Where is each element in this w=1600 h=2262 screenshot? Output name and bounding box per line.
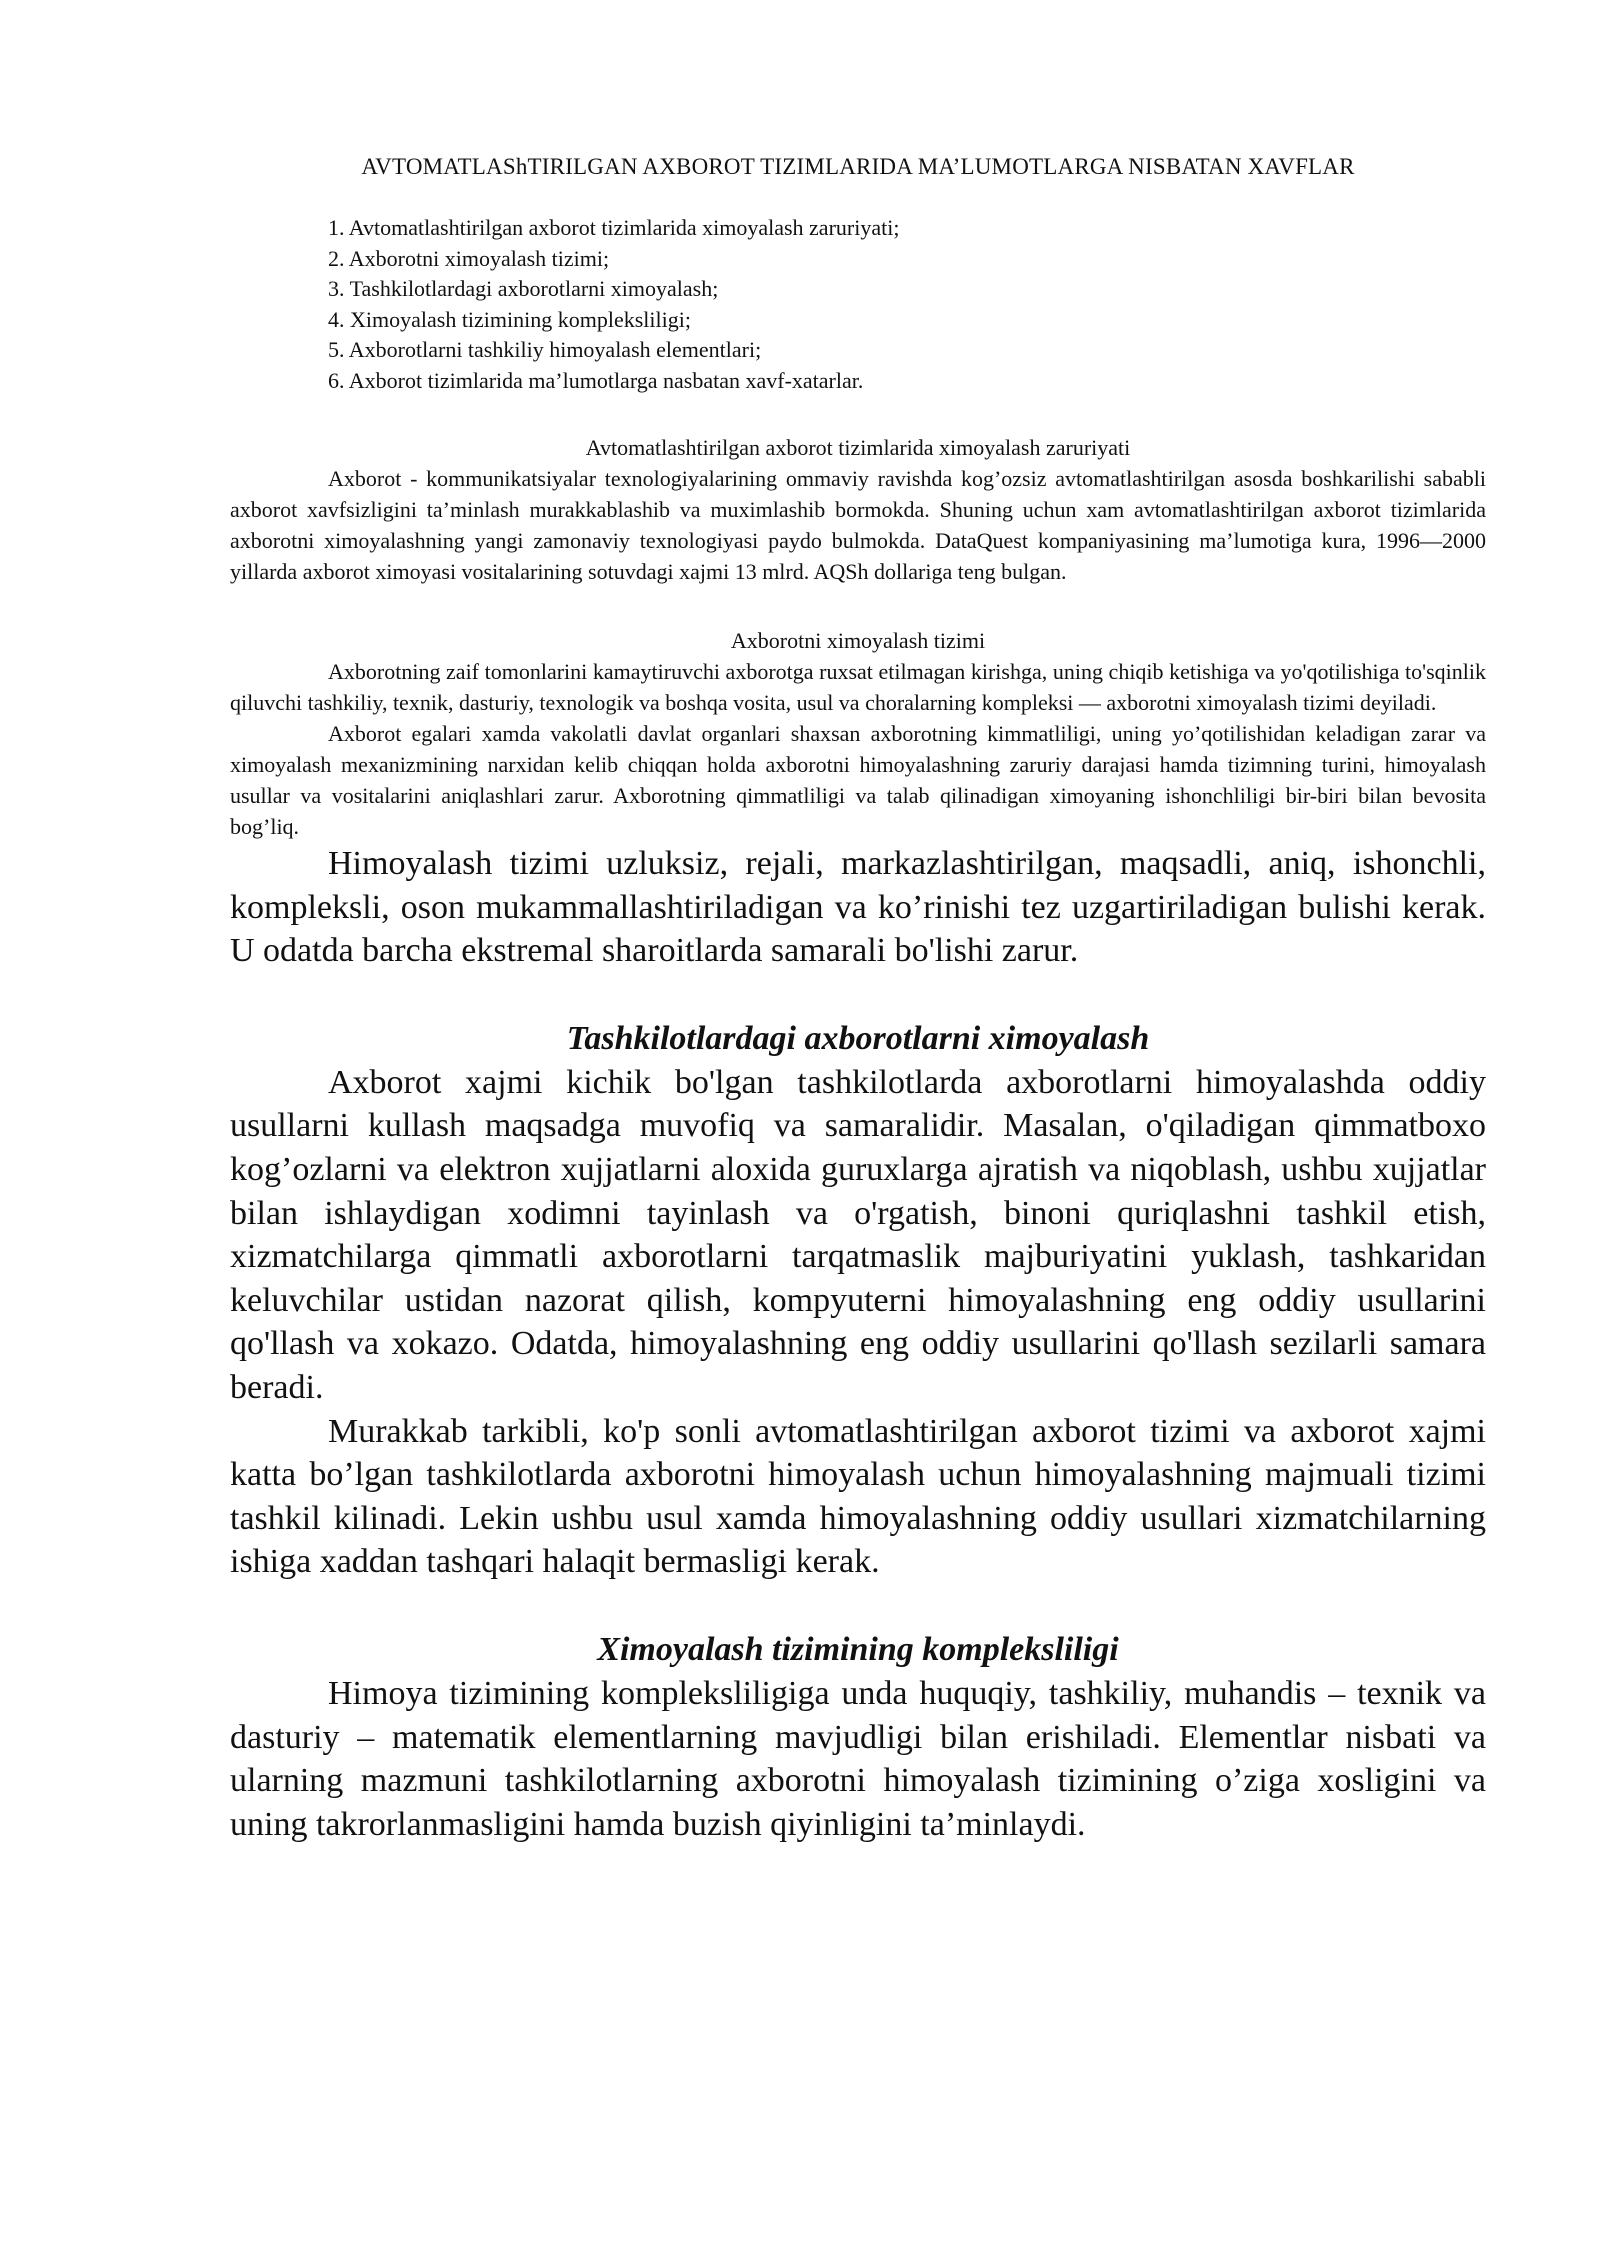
document-page [230, 150, 1486, 1846]
paragraph: Axborotning zaif tomonlarini kamaytiruvchi axborotga ruxsat etilmagan kirishga, uning chiqib ketishiga va yo'qotilishiga to'sqinlik qiluvchi tashkiliy, texnik, dasturiy, texnologik va boshqa vosita, usul va choralarning kompleksi — axborotni ximoyalash tizimi deyiladi. [230, 659, 1486, 715]
paragraph: Himoya tizimining kompleksliligiga unda huquqiy, tashkiliy, muhandis – texnik va dasturiy – matematik elementlarning mavjudligi bilan erishiladi. Elementlar nisbati va ularning mazmuni tashkilotlarning axborotni himoyalash tizimining o’ziga xosligini va uning takrorlanmasligini hamda buzish qiyinligini ta’minlaydi. [230, 1674, 1486, 1843]
section-heading: Axborotni ximoyalash tizimi [730, 628, 986, 653]
spacer [230, 1584, 1486, 1628]
paragraph: Axborot - kommunikatsiyalar texnologiyalarining ommaviy ravishda kog’ozsiz avtomatlashtirilgan asosda boshkarilishi sababli axborot xavfsizligini ta’minlash murakkablashib va muximlashib bormokda. Shuning uchun xam avtomatlashtirilgan axborot tizimlarida axborotni ximoyalashning yangi zamonaviy texnologiyasi paydo bulmokda. DataQuest kompaniyasining ma’lumotiga kura, 1996—2000 yillarda axborot ximoyasi vositalarining sotuvdagi xajmi 13 mlrd. AQSh dollariga teng bulgan. [230, 466, 1486, 584]
table-of-contents [328, 213, 1486, 396]
paragraph: Murakkab tarkibli, ko'p sonli avtomatlashtirilgan axborot tizimi va axborot xajmi katta bo’lgan tashkilotlarda axborotni himoyalash uchun himoyalashning majmuali tizimi tashkil kilinadi. Lekin ushbu usul xamda himoyalashning oddiy usullari xizmatchilarning ishiga xaddan tashqari halaqit bermasligi kerak. [230, 1412, 1486, 1581]
paragraph: Himoyalash tizimi uzluksiz, rejali, markazlashtirilgan, maqsadli, aniq, ishonchli, kompleksli, oson mukammallashtiriladigan va ko’rinishi tez uzgartiriladigan bulishi kerak. U odatda barcha ekstremal sharoitlarda samarali bo'lishi zarur. [230, 845, 1486, 970]
section-kompleksliligi [230, 1628, 1486, 1846]
section-tashkilotlarda-ximoyalash [230, 1017, 1486, 1584]
document-title: AVTOMATLAShTIRILGAN AXBOROT TIZIMLARIDA MA’LUMOTLARGA NISBATAN XAVFLAR [361, 154, 1355, 179]
section-heading: Avtomatlashtirilgan axborot tizimlarida ximoyalash zaruriyati [585, 435, 1131, 460]
spacer [230, 587, 1486, 625]
toc-item: 5. Axborotlarni tashkiliy himoyalash elementlari; [328, 337, 762, 362]
section-heading: Tashkilotlardagi axborotlarni ximoyalash [566, 1019, 1150, 1057]
toc-item: 2. Axborotni ximoyalash tizimi; [328, 245, 610, 271]
toc-item: 3. Tashkilotlardagi axborotlarni ximoyalash; [328, 276, 719, 301]
section-ximoyalash-zaruriyati [230, 432, 1486, 587]
toc-item: 4. Ximoyalash tizimining kompleksliligi; [328, 306, 691, 332]
paragraph: Axborot egalari xamda vakolatli davlat organlari shaxsan axborotning kimmatliligi, uning yo’qotilishidan keladigan zarar va ximoyalash mexanizmining narxidan kelib chiqqan holda axborotni himoyalashning zaruriy darajasi hamda tizimning turini, himoyalash usullar va vositalarini aniqlashlari zarur. Axborotning qimmatliligi va talab qilinadigan ximoyaning ishonchliligi bir-biri bilan bevosita bog’liq. [230, 721, 1486, 839]
section-ximoyalash-tizimi [230, 625, 1486, 973]
toc-item: 6. Axborot tizimlarida ma’lumotlarga nasbatan xavf-xatarlar. [328, 367, 864, 393]
spacer [230, 973, 1486, 1017]
section-heading: Ximoyalash tizimining kompleksliligi [597, 1630, 1119, 1668]
toc-item: 1. Avtomatlashtirilgan axborot tizimlarida ximoyalash zaruriyati; [328, 215, 900, 240]
paragraph: Axborot xajmi kichik bo'lgan tashkilotlarda axborotlarni himoyalashda oddiy usullarni kullash maqsadga muvofiq va samaralidir. Masalan, o'qiladigan qimmatboxo kog’ozlarni va elektron xujjatlarni aloxida guruxlarga ajratish va niqoblash, ushbu xujjatlar bilan ishlaydigan xodimni tayinlash va o'rgatish, binoni quriqlashni tashkil etish, xizmatchilarga qimmatli axborotlarni tarqatmaslik majburiyatini yuklash, tashkaridan keluvchilar ustidan nazorat qilish, kompyuterni himoyalashning eng oddiy usullarini qo'llash va xokazo. Odatda, himoyalashning eng oddiy usullarini qo'llash sezilarli samara beradi. [230, 1063, 1486, 1406]
